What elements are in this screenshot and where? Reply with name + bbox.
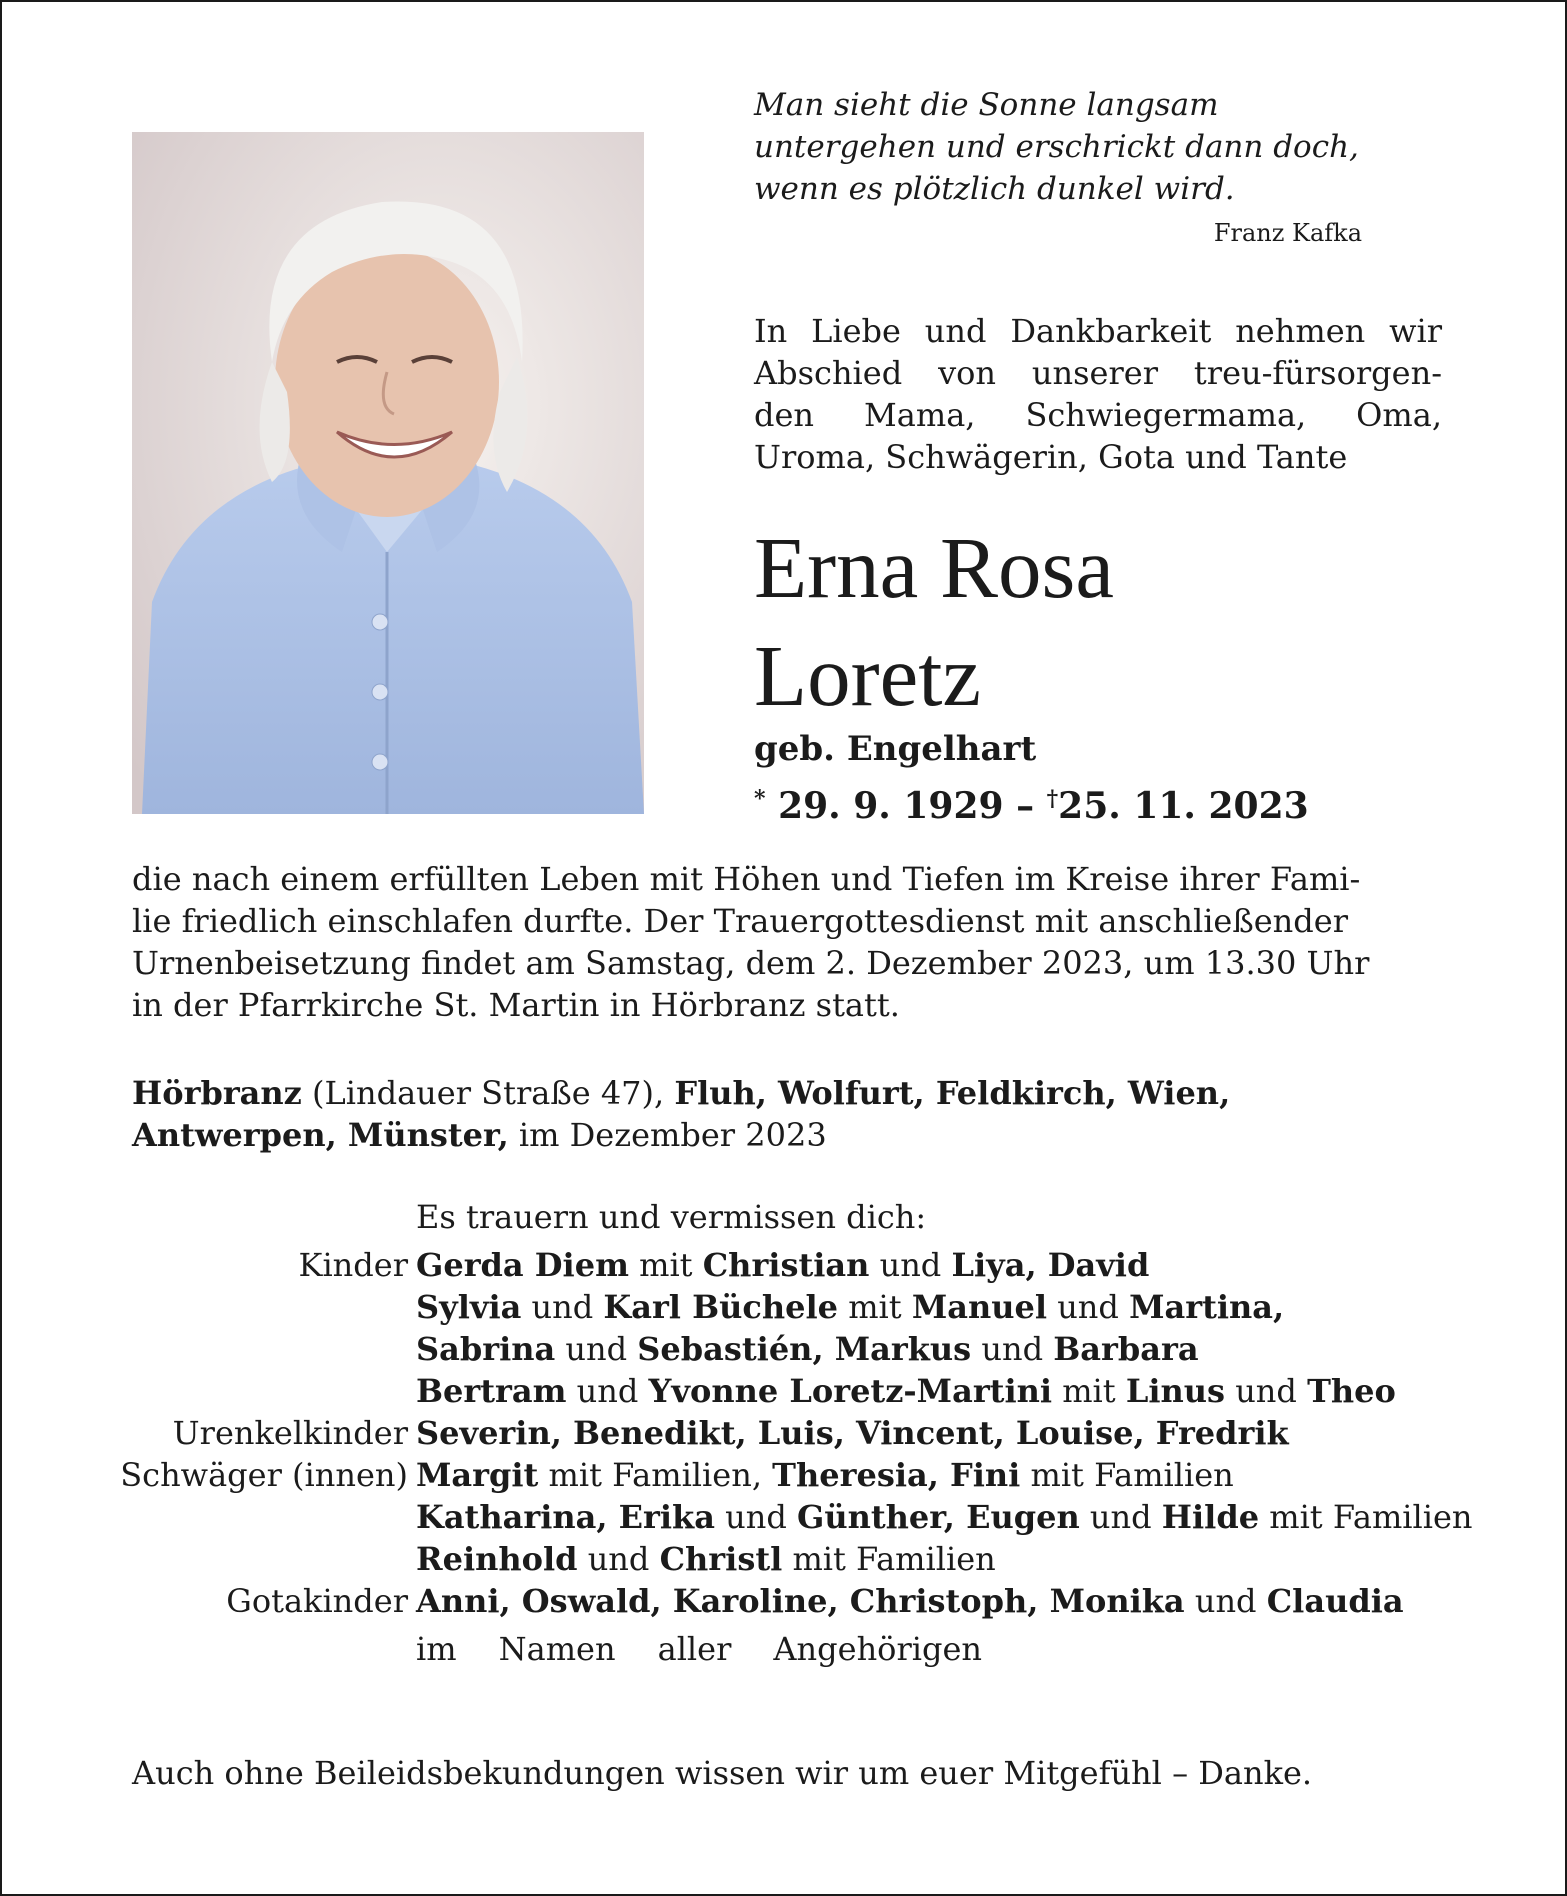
birth-date: 29. 9. 1929 [778,785,1004,827]
mourner-row [2,1328,1567,1370]
kafka-quote [754,84,1394,210]
life-dates [754,776,1309,829]
intro-line: den Mama, Schwiegermama, Oma, [754,396,1442,434]
connector-text: und [521,1288,604,1326]
death-symbol: † [1046,786,1059,812]
mourner-name: Reinhold [416,1540,578,1578]
mourner-name: Martina, [1129,1288,1285,1326]
connector-text: mit Familien [1020,1456,1234,1494]
mourner-row [2,1580,1567,1622]
connector-text: und [714,1498,797,1536]
mourner-name: Sebastién, Markus [637,1330,972,1368]
funeral-details [132,858,1438,1026]
connector-text: mit Familien [782,1540,996,1578]
quote-line: untergehen und erschrickt dann doch, [754,129,1359,165]
mourner-row [2,1538,1567,1580]
death-date: 25. 11. 2023 [1058,785,1309,827]
connector-text: mit [1052,1372,1126,1410]
body-line: die nach einem erfüllten Leben mit Höhen und Tiefen im Kreise ihrer Fami- [132,860,1361,898]
mourner-group-label: Urenkelkinder [172,1414,408,1452]
body-line: lie friedlich einschlafen durfte. Der Trauergottesdienst mit anschließender [132,902,1348,940]
intro-line: Abschied von unserer treu-fürsorgen- [754,354,1442,392]
connector-text: und [566,1372,649,1410]
places-line1 [132,1072,1438,1114]
closing-all-relatives: im Namen aller Angehörigen [416,1630,982,1668]
mourner-names [416,1286,1284,1328]
quote-line: Man sieht die Sonne langsam [754,87,1219,123]
quote-line: wenn es plötzlich dunkel wird. [754,171,1235,207]
mourner-name: Barbara [1053,1330,1199,1368]
portrait-illustration [132,132,644,814]
mourner-name: Theresia, Fini [772,1456,1021,1494]
mourner-name: Margit [416,1456,539,1494]
mourner-names [416,1328,1199,1370]
mourner-group-label: Schwäger (innen) [120,1456,408,1494]
places-line2 [132,1114,1438,1156]
other-places-2: Antwerpen, Münster, [132,1116,509,1154]
mourner-row [2,1286,1567,1328]
mourner-group-label: Gotakinder [226,1582,408,1620]
mourner-name: Theo [1307,1372,1396,1410]
mourner-names [416,1580,1404,1622]
mourner-row [2,1454,1567,1496]
mourner-names [416,1244,1149,1286]
mourner-row [2,1412,1567,1454]
mourner-name: Linus [1125,1372,1226,1410]
mourner-names [416,1370,1396,1412]
mourner-name: Manuel [911,1288,1048,1326]
mourner-name: Sabrina [416,1330,556,1368]
connector-text: und [971,1330,1054,1368]
mourner-name: Gerda Diem [416,1246,629,1284]
mourner-name: Sylvia [416,1288,522,1326]
connector-text: und [577,1540,660,1578]
deceased-name-line1: Erna Rosa [754,519,1114,616]
mourner-names [416,1454,1234,1496]
connector-text: mit Familien, [538,1456,773,1494]
connector-text: und [555,1330,638,1368]
places-and-date [132,1072,1438,1156]
mourner-name: Christl [659,1540,783,1578]
mourner-group-label: Kinder [298,1246,408,1284]
connector-text: mit [628,1246,703,1284]
mourner-row [2,1244,1567,1286]
intro-line: In Liebe und Dankbarkeit nehmen wir [754,312,1442,350]
mourner-name: Karl Büchele [603,1288,839,1326]
mourner-name: Hilde [1161,1498,1260,1536]
connector-text: und [1079,1498,1162,1536]
mourner-name: Yvonne Loretz-Martini [648,1372,1053,1410]
other-places-1: Fluh, Wolfurt, Feldkirch, Wien, [674,1074,1231,1112]
connector-text: und [1225,1372,1308,1410]
quote-author: Franz Kafka [1213,219,1362,247]
connector-text: und [1047,1288,1130,1326]
mourner-name: Liya, David [951,1246,1150,1284]
connector-text: und [1184,1582,1267,1620]
connector-text: mit Familien [1259,1498,1473,1536]
mourner-names [416,1496,1473,1538]
place-date: im Dezember 2023 [508,1116,827,1154]
intro-line: Uroma, Schwägerin, Gota und Tante [754,438,1348,476]
mourner-names [416,1538,996,1580]
birth-symbol: * [754,786,766,812]
town-address: (Lindauer Straße 47), [301,1074,675,1112]
mourner-names [416,1412,1289,1454]
mourner-row [2,1496,1567,1538]
portrait-photo [132,132,644,814]
mourner-name: Claudia [1266,1582,1404,1620]
mourner-row [2,1370,1567,1412]
connector-text: und [869,1246,952,1284]
body-line: in der Pfarrkirche St. Martin in Hörbranz statt. [132,986,900,1024]
deceased-name [754,514,1454,730]
thanks-line: Auch ohne Beileidsbekundungen wissen wir um euer Mitgefühl – Danke. [132,1754,1313,1792]
town-name: Hörbranz [132,1074,302,1112]
mourner-name: Christian [702,1246,870,1284]
mourners-list [2,1244,1567,1622]
maiden-name: geb. Engelhart [754,729,1037,769]
mourner-name: Katharina, Erika [416,1498,715,1536]
body-line: Urnenbeisetzung findet am Samstag, dem 2. Dezember 2023, um 13.30 Uhr [132,944,1370,982]
connector-text: mit [838,1288,912,1326]
mourner-name: Severin, Benedikt, Luis, Vincent, Louise, Fredrik [416,1414,1289,1452]
mourner-name: Bertram [416,1372,567,1410]
date-dash: – [1016,785,1035,827]
deceased-name-line2: Loretz [754,627,982,724]
mourner-name: Günther, Eugen [796,1498,1080,1536]
mourners-heading: Es trauern und vermissen dich: [416,1198,927,1236]
intro-text [754,310,1442,478]
mourner-name: Anni, Oswald, Karoline, Christoph, Monika [416,1582,1185,1620]
